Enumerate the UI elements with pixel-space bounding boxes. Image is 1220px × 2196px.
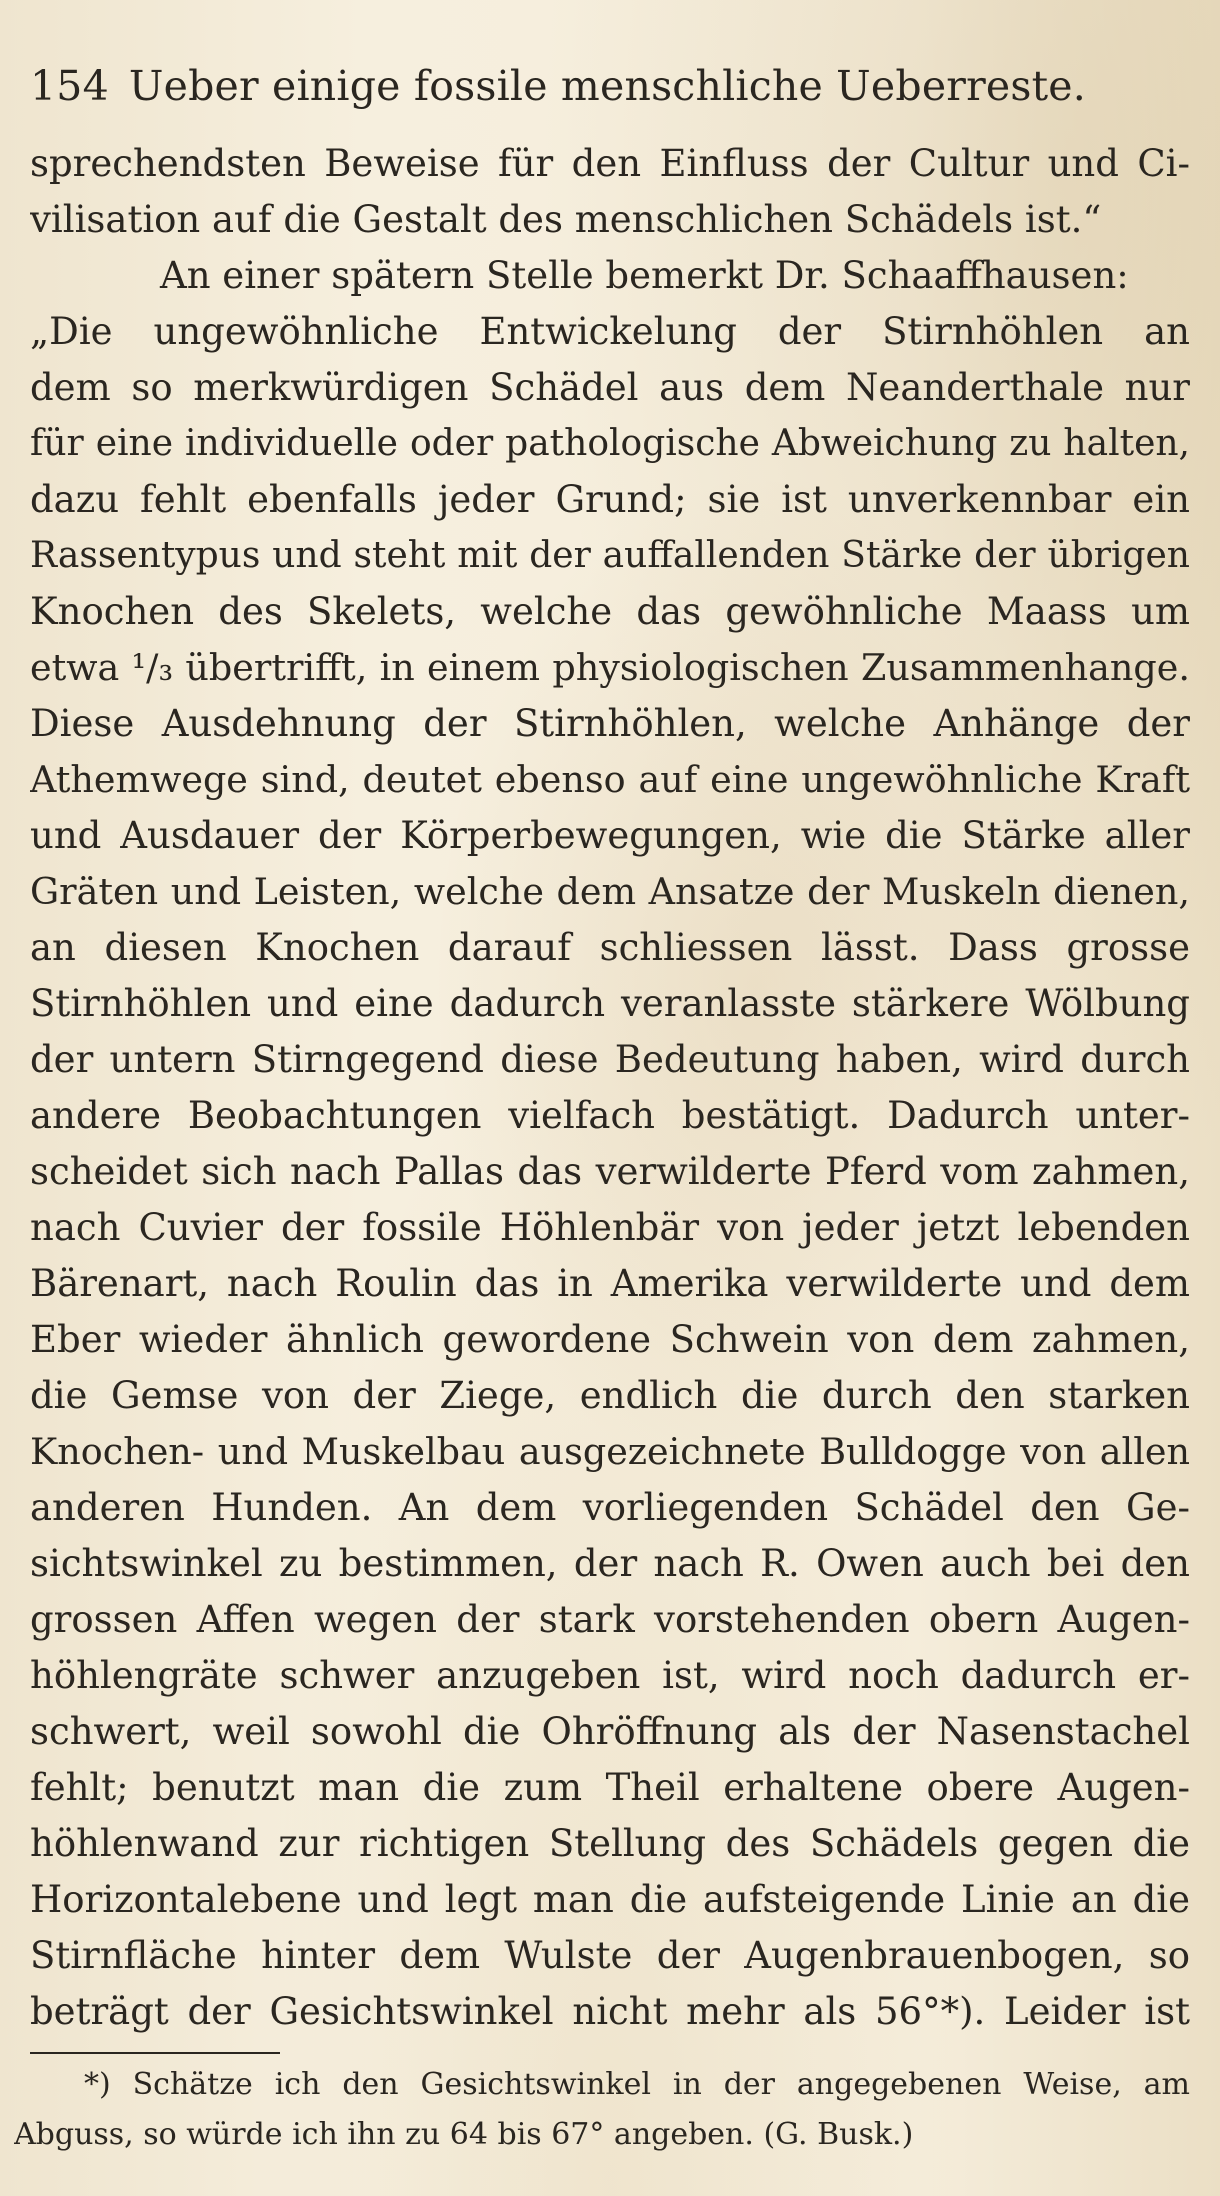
text-line: dazu fehlt ebenfalls jeder Grund; sie ist unverkennbar ein (30, 478, 1190, 521)
text-line: Knochen des Skelets, welche das gewöhnliche Maass um (30, 590, 1190, 633)
text-line: Bärenart, nach Roulin das in Amerika verwilderte und dem (30, 1262, 1190, 1305)
footnote-line: *) Schätze ich den Gesichtswinkel in der angegebenen Weise, am (84, 2067, 1190, 2102)
text-line: nach Cuvier der fossile Höhlenbär von jeder jetzt lebenden (30, 1206, 1190, 1249)
text-line: sichtswinkel zu bestimmen, der nach R. Owen auch bei den (30, 1542, 1190, 1585)
text-line: der untern Stirngegend diese Bedeutung haben, wird durch (30, 1038, 1190, 1081)
text-line: etwa ¹/₃ übertrifft, in einem physiologischen Zusammenhange. (30, 646, 1190, 689)
text-line: Eber wieder ähnlich gewordene Schwein von dem zahmen, (30, 1318, 1190, 1361)
text-line: Rassentypus und steht mit der auffallenden Stärke der übrigen (30, 535, 1190, 576)
text-line: Knochen- und Muskelbau ausgezeichnete Bulldogge von allen (30, 1430, 1190, 1473)
text-line: andere Beobachtungen vielfach bestätigt. Dadurch unter- (30, 1094, 1190, 1137)
text-line: höhlengräte schwer anzugeben ist, wird noch dadurch er- (30, 1654, 1190, 1697)
text-line: scheidet sich nach Pallas das verwilderte Pferd vom zahmen, (30, 1150, 1190, 1193)
text-line: die Gemse von der Ziege, endlich die durch den starken (30, 1374, 1190, 1417)
running-header (30, 60, 1190, 112)
text-line: anderen Hunden. An dem vorliegenden Schädel den Ge- (30, 1486, 1190, 1529)
running-title: Ueber einige fossile menschliche Ueberreste. (128, 62, 1086, 110)
footnote-divider (30, 2052, 280, 2054)
main-text (30, 136, 1190, 2040)
text-line: Horizontalebene und legt man die aufsteigende Linie an die (30, 1878, 1190, 1921)
text-line: für eine individuelle oder pathologische Abweichung zu halten, (30, 423, 1190, 464)
text-line: dem so merkwürdigen Schädel aus dem Neanderthale nur (30, 366, 1190, 409)
page-number: 154 (30, 62, 109, 110)
text-line: schwert, weil sowohl die Ohröffnung als der Nasenstachel (30, 1710, 1190, 1753)
text-line: Stirnhöhlen und eine dadurch veranlasste stärkere Wölbung (30, 982, 1190, 1025)
footnote-line: Abguss, so würde ich ihn zu 64 bis 67° angeben. (G. Busk.) (14, 2117, 914, 2152)
text-line: an diesen Knochen darauf schliessen lässt. Dass grosse (30, 926, 1190, 969)
text-line: Athemwege sind, deutet ebenso auf eine ungewöhnliche Kraft (30, 758, 1190, 801)
text-line: grossen Affen wegen der stark vorstehenden obern Augen- (30, 1598, 1190, 1641)
text-line: Stirnfläche hinter dem Wulste der Augenbrauenbogen, so (30, 1934, 1190, 1977)
text-line: vilisation auf die Gestalt des menschlichen Schädels ist.“ (30, 198, 1102, 241)
text-line: Gräten und Leisten, welche dem Ansatze der Muskeln dienen, (30, 870, 1190, 913)
text-line: Diese Ausdehnung der Stirnhöhlen, welche Anhänge der (30, 702, 1190, 745)
text-line: und Ausdauer der Körperbewegungen, wie die Stärke aller (30, 814, 1190, 857)
text-line: An einer spätern Stelle bemerkt Dr. Schaaffhausen: (160, 254, 1129, 297)
text-line: „Die ungewöhnliche Entwickelung der Stirnhöhlen an (30, 310, 1190, 353)
footnote (14, 2060, 1190, 2160)
text-line: höhlenwand zur richtigen Stellung des Schädels gegen die (30, 1822, 1190, 1865)
text-line: beträgt der Gesichtswinkel nicht mehr als 56°*). Leider ist (30, 1990, 1190, 2033)
text-line: fehlt; benutzt man die zum Theil erhaltene obere Augen- (30, 1766, 1190, 1809)
text-line: sprechendsten Beweise für den Einfluss der Cultur und Ci- (30, 142, 1190, 185)
